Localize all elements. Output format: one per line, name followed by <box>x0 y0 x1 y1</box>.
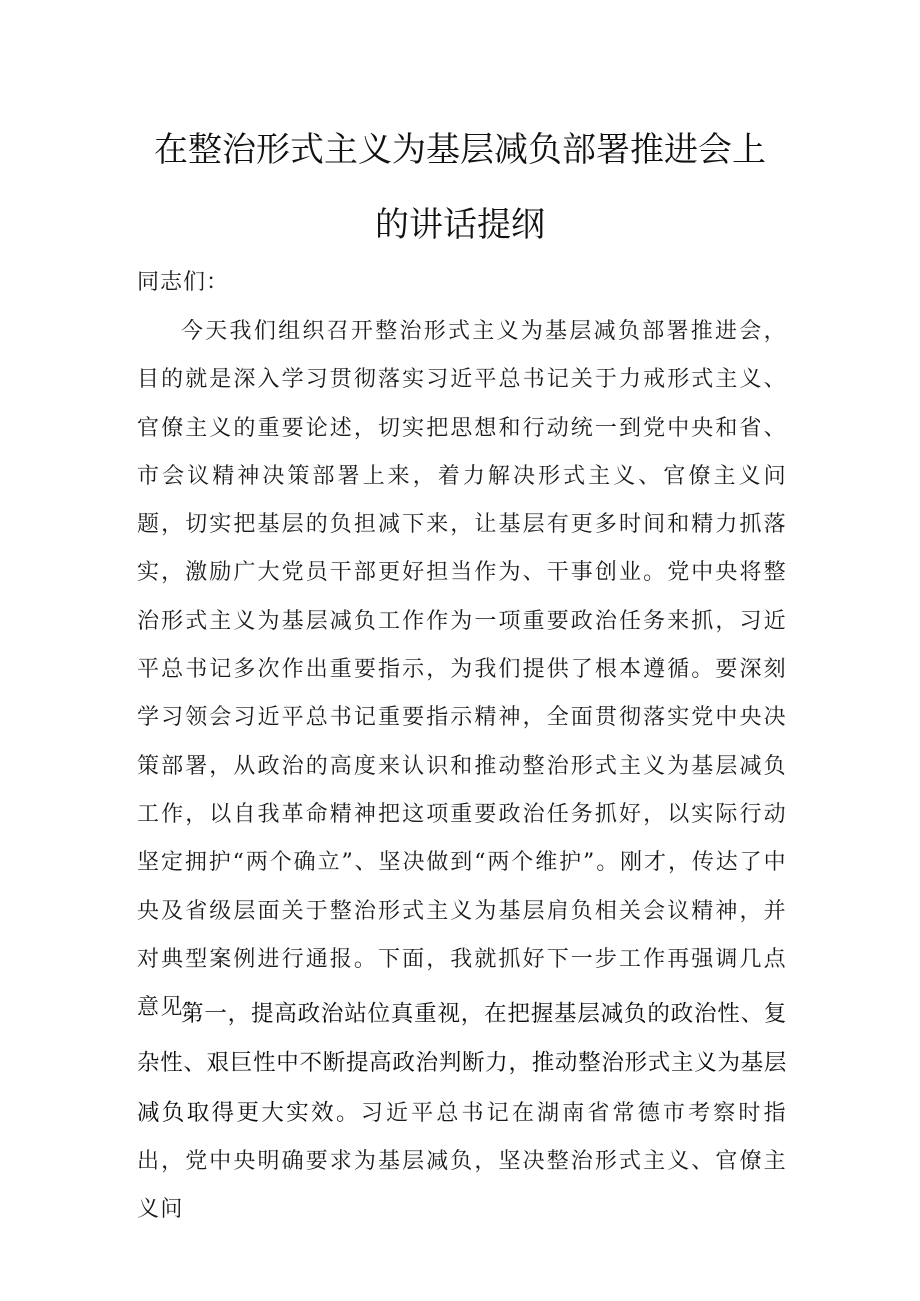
body-paragraph-2 <box>137 990 787 1234</box>
paragraph-2-lead-heading: 第一，提高政治站位真重视，在把握基层减负的政治性、复杂性、艰巨性中不断提高政治判断力，推动整治形式主义为基层减负取得更大实效。 <box>137 1001 787 1126</box>
salutation: 同志们： <box>137 270 230 295</box>
body-paragraph-1: 今天我们组织召开整治形式主义为基层减负部署推进会，目的就是深入学习贯彻落实习近平总书记关于力戒形式主义、官僚主义的重要论述，切实把思想和行动统一到党中央和省、市会议精神决策部署上来，着力解决形式主义、官僚主义问题，切实把基层的负担减下来，让基层有更多时间和精力抓落实，激励广大党员干部更好担当作为、干事创业。党中央将整治形式主义为基层减负工作作为一项重要政治任务来抓，习近平总书记多次作出重要指示，为我们提供了根本遵循。要深刻学习领会习近平总书记重要指示精神，全面贯彻落实党中央决策部署，从政治的高度来认识和推动整治形式主义为基层减负工作，以自我革命精神把这项重要政治任务抓好，以实际行动坚定拥护“两个确立”、坚决做到“两个维护”。刚才，传达了中央及省级层面关于整治形式主义为基层肩负相关会议精神，并对典型案例进行通报。下面，我就抓好下一步工作再强调几点意见： <box>137 319 787 1021</box>
paragraph-2-body: 习近平总书记在湖南省常德市考察时指出，党中央明确要求为基层减负，坚决整治形式主义、官僚主义问 <box>137 1100 787 1223</box>
document-title-line-1: 在整治形式主义为基层减负部署推进会上 <box>154 130 766 170</box>
document-title-line-2: 的讲话提纲 <box>375 205 545 245</box>
